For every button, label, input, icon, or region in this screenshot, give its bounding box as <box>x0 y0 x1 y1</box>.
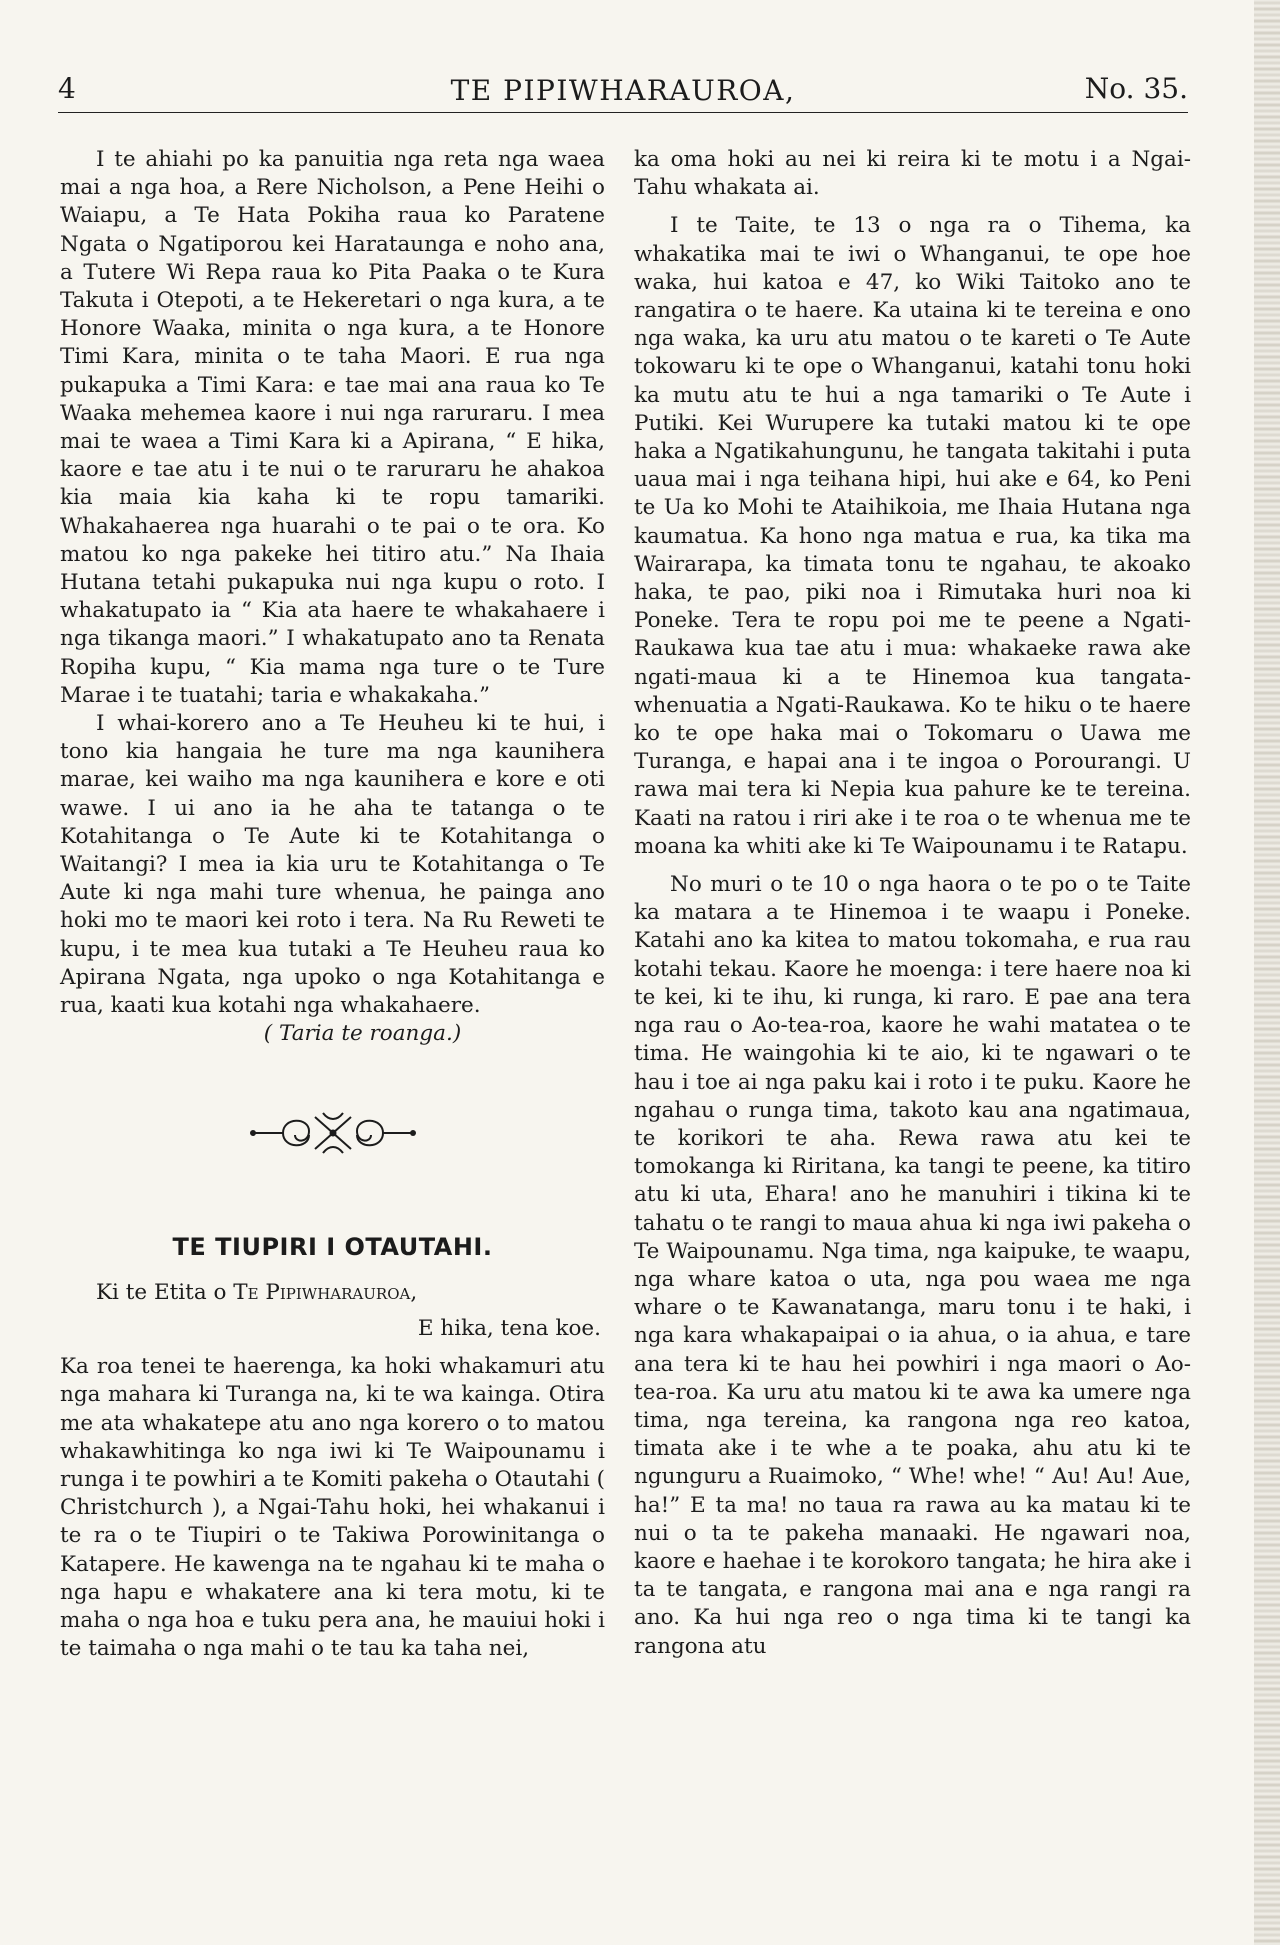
paragraph: Ka roa tenei te haerenga, ka hoki whakamuri atu nga mahara ki Turanga na, ki te wa kainga. Otira me ata whakatepe atu ano nga korero o to matou whakawhitinga ko nga iwi ki Te Waipounamu i runga i te powhiri a te Komiti pakeha o Otautahi ( Christchurch ), a Ngai-Tahu hoki, hei whakanui i te ra o te Tiupiri o te Takiwa Porowinitanga o Katapere. He kawenga na te ngahau ki te maha o nga hapu e whakatere ana ki tera motu, ki te maha o nga hoa e tuku pera ana, he mauiui hoki i te taimaha o nga mahi o te tau ka taha nei, <box>60 1354 605 1662</box>
continued-note: ( Taria te roanga.) <box>263 1021 462 1047</box>
paragraph: I te ahiahi po ka panuitia nga reta nga waea mai a nga hoa, a Rere Nicholson, a Pene Heihi o Waiapu, a Te Hata Pokiha raua ko Paratene Ngata o Ngatiporou kei Harataunga e noho ana, a Tutere Wi Repa raua ko Pita Paaka o te Kura Takuta i Otepoti, a te Hekeretari o nga kura, a te Honore Waaka, minita o nga kura, a te Honore Timi Kara, minita o te taha Maori. E rua nga pukapuka a Timi Kara: e tae mai ana raua ko Te Waaka mehemea kaore i nui nga raruraru. I mea mai te waea a Timi Kara ki a Apirana, “ E hika, kaore e tae atu i te nui o te raruraru he ahakoa kia maia kia kaha ki te ropu tamariki. Whakahaerea nga huarahi o te pai o te ora. Ko matou ko nga pakeke hei titiro atu.” Na Ihaia Hutana tetahi pukapuka nui nga kupu o roto. I whakatupato ia “ Kia ata haere te whakahaere i nga tikanga maori.” I whakatupato ano ta Renata Ropiha kupu, “ Kia mama nga ture o te Ture Marae i te tuatahi; taria e whakakaha.” <box>60 147 605 708</box>
section-title: TE TIUPIRI I OTAUTAHI. <box>172 1232 493 1261</box>
salutation <box>96 1279 605 1307</box>
paragraph: I te Taite, te 13 o nga ra o Tihema, ka whakatika mai te iwi o Whanganui, te ope hoe waka, hui katoa e 47, ko Wiki Taitoko ano te rangatira o te haere. Ka utaina ki te tereina e ono nga waka, ka uru atu matou o te kareti o Te Aute tokowaru ki te ope o Whanganui, katahi tonu hoki ka mutu atu te hui a nga tamariki o Te Aute i Putiki. Kei Wurupere ka tutaki matou ki te ope haka a Ngatikahungunu, he tangata takitahi i puta uaua mai i nga teihana hipi, hui ake e 64, ko Peni te Ua ko Mohi te Ataihikoia, me Ihaia Hutana nga kaumatua. Ka hono nga matua e rua, ka tika ma Wairarapa, ka timata tonu te ngahau, te akoako haka, te pao, piki noa i Rimutaka huri noa ki Poneke. Tera te ropu poi me te peene a Ngati-Raukawa kua tae atu i mua: whakaeke rawa ake ngati-maua ki a te Hinemoa kua tangata-whenuatia a Ngati-Raukawa. Ko te hiku o te haere ko te ope haka mai o Tokomaru o Uawa me Turanga, e hapai ana i te ingoa o Porourangi. U rawa mai tera ki Nepia kua pahure ke te tereina. Kaati na ratou i riri ake i te roa o te whenua me te moana ka whiti ake ki Te Waipounamu i te Ratapu. <box>634 213 1191 859</box>
paragraph: No muri o te 10 o nga haora o te po o te Taite ka matara a te Hinemoa i te waapu i Poneke. Katahi ano ka kitea to matou tokomaha, e rua rau kotahi tekau. Kaore he moenga: i tere haere noa ki te kei, ki te ihu, ki runga, ki raro. E pae ana tera nga rau o Ao-tea-roa, kaore he wahi matatea o te tima. He waingohia ki te aio, ki te ngawari o te hau i toe ai nga paku kai i roto i te puku. Kaore he ngahau o runga tima, takoto kau ana ngatimaua, te korikori te aha. Rewa rawa atu kei te tomokanga ki Riritana, ka tangi te peene, ka titiro atu ki uta, Ehara! ano he manuhiri i tikina ki te tahatu o te rangi to maua ahua ki nga iwi pakeha o Te Waipounamu. Nga tima, nga kaipuke, te waapu, nga whare katoa o uta, nga pou waea me nga whare o te Kawanatanga, maru tonu i te haki, i nga kara whakapaipai o ia ahua, o ia ahua, e tare ana tera ki te hau hei powhiri i nga maori o Ao-tea-roa. Ka uru atu matou ki te awa ka umere nga tima, nga tereina, ka rangona nga reo katoa, timata ake i te whe a te poaka, ahu atu ki te ngunguru a Ruaimoko, “ Whe! whe! “ Au! Au! Aue, ha!” E ta ma! no taua ra rawa au ka matau ki te nui o ta te pakeha manaaki. He ngawari noa, kaore e haehae i te korokoro tangata; he hira ake i ta te tangata, e rangona mai ana e nga rangi ra ano. Ka hui nga reo o nga tima ki te tangi ka rangona atu <box>634 872 1191 1659</box>
ornament-divider-icon <box>60 1103 605 1163</box>
paragraph: ka oma hoki au nei ki reira ki te motu i a Ngai-Tahu whakata ai. <box>634 147 1191 201</box>
newspaper-title: TE PIPIWHARAUROA, <box>450 74 796 107</box>
salutation-paper: Te Pipiwharauroa, <box>233 1279 418 1305</box>
paragraph: I whai-korero ano a Te Heuheu ki te hui, i tono kia hangaia he ture ma nga kaunihera marae, kei waiho ma nga kaunihera e kore e oti wawe. I ui ano ia he aha te tatanga o te Kotahitanga o Te Aute ki te Kotahitanga o Waitangi? I mea ia kia uru te Kotahitanga o Te Aute ki nga mahi ture whenua, he painga ano hoki mo te maori kei roto i tera. Na Ru Reweti te kupu, i te mea kua tutaki a Te Heuheu raua ko Apirana Ngata, nga upoko o nga Kotahitanga e rua, kaati kua kotahi nga whakahaere. <box>60 711 605 1019</box>
right-column <box>634 146 1191 1661</box>
page-number: 4 <box>58 72 76 105</box>
page-header <box>58 72 1188 113</box>
salutation-prefix: Ki te Etita o <box>96 1279 234 1305</box>
left-column <box>60 146 605 1663</box>
issue-number: No. 35. <box>1084 72 1188 105</box>
greeting: E hika, tena koe. <box>417 1315 601 1341</box>
page-edge <box>1254 0 1280 1945</box>
